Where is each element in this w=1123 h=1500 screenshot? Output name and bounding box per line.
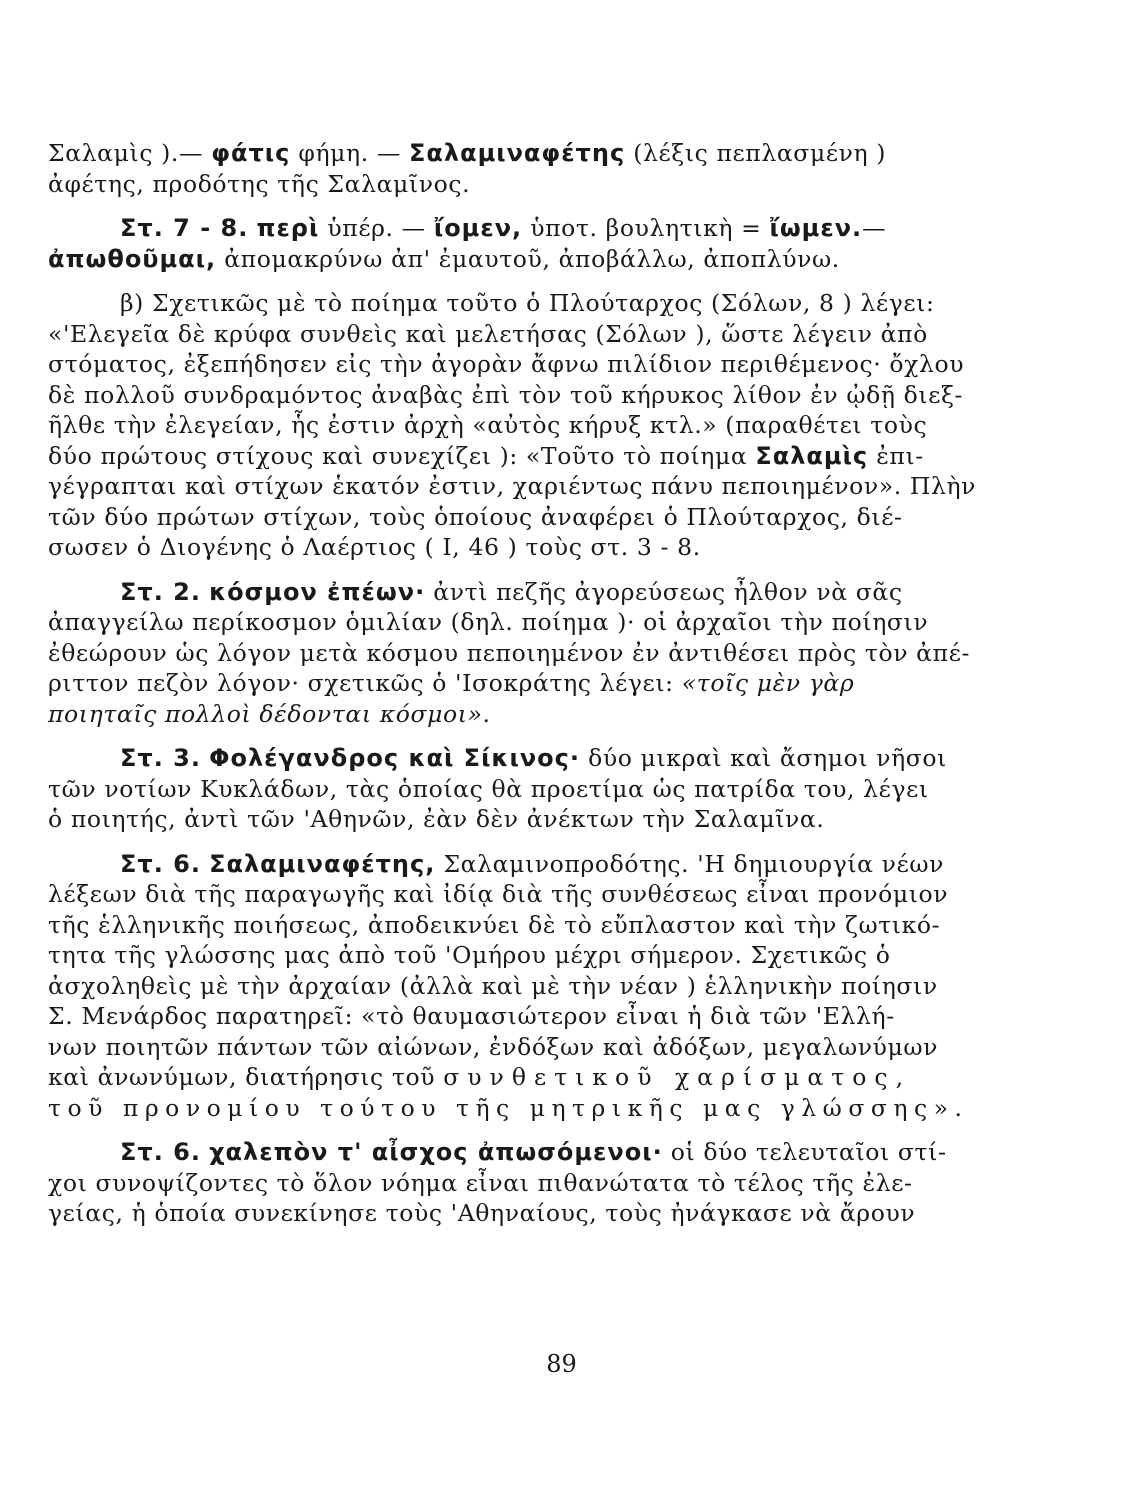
text-line: τοῦ προνομίου τούτου τῆς μητρικῆς μας γλώσσης».	[48, 1093, 969, 1122]
text-line: χοι συνοψίζοντες τὸ ὅλον νόημα εἶναι πιθανώτατα τὸ τέλος τῆς ἐλε-	[48, 1168, 913, 1197]
text-line: δὲ πολλοῦ συνδραμόντος ἀναβὰς ἐπὶ τὸν τοῦ κήρυκος λίθον ἐν ᾠδῇ διεξ-	[48, 380, 964, 409]
text-line: Σαλαμὶς ).— φάτις φήμη. — Σαλαμιναφέτης (λέξις πεπλασμένη )	[48, 139, 887, 167]
text-line: ἐθεώρουν ὡς λόγον μετὰ κόσμου πεποιημένον ἐν ἀντιθέσει πρὸς τὸν ἀπέ-	[48, 638, 971, 667]
page-text	[48, 138, 988, 1229]
paragraph-heading: Στ. 6. Σαλαμιναφέτης, Σαλαμινοπροδότης. 'Η δημιουργία νέων	[120, 849, 944, 878]
text-line: τῶν δύο πρώτων στίχων, τοὺς ὁποίους ἀναφέρει ὁ Πλούταρχος, διέ-	[48, 502, 903, 531]
text-line: ἀφέτης, προδότης τῆς Σαλαμῖνος.	[48, 169, 471, 198]
text-line: στόματος, ἐξεπήδησεν εἰς τὴν ἀγορὰν ἄφνω πιλίδιον περιθέμενος· ὄχλου	[48, 350, 965, 378]
text-line: καὶ ἀνωνύμων, διατήρησις τοῦ συνθετικοῦ χαρίσματος,	[48, 1063, 912, 1091]
text-line: ῆλθε τὴν ἐλεγείαν, ἧς ἐστιν ἀρχὴ «αὐτὸς κήρυξ κτλ.» (παραθέτει τοὺς	[48, 411, 928, 439]
text-line: γείας, ἡ ὁποία συνεκίνησε τοὺς 'Αθηναίους, τοὺς ἠνάγκασε νὰ ἄρουν	[48, 1199, 916, 1227]
text-line: Σ. Μενάρδος παρατηρεῖ: «τὸ θαυμασιώτερον εἶναι ἡ διὰ τῶν 'Ελλή-	[48, 1002, 895, 1030]
text-line: ἀπαγγείλω περίκοσμον ὁμιλίαν (δηλ. ποίημα )· οἱ ἀρχαῖοι τὴν ποίησιν	[48, 608, 929, 636]
text-line: γέγραπται καὶ στίχων ἑκατόν ἐστιν, χαριέντως πάνυ πεποιημένον». Πλὴν	[48, 472, 977, 500]
paragraph-heading: Στ. 3. Φολέγανδρος καὶ Σίκινος· δύο μικραὶ καὶ ἄσημοι νῆσοι	[120, 744, 947, 772]
paragraph-heading: Στ. 6. χαλεπὸν τ' αἶσχος ἀπωσόμενοι· οἱ δύο τελευταῖοι στί-	[120, 1138, 947, 1166]
text-line: δύο πρώτους στίχους καὶ συνεχίζει ): «Τοῦτο τὸ ποίημα Σαλαμὶς ἐπι-	[48, 441, 924, 470]
text-line: «'Ελεγεῖα δὲ κρύφα συνθεὶς καὶ μελετήσας (Σόλων ), ὥστε λέγειν ἀπὸ	[48, 319, 928, 348]
text-line: σωσεν ὁ Διογένης ὁ Λαέρτιος ( Ι, 46 ) τοὺς στ. 3 - 8.	[48, 533, 701, 561]
text-line: ριττον πεζὸν λόγον· σχετικῶς ὁ 'Ισοκράτης λέγει: «τοῖς μὲν γὰρ	[48, 669, 855, 697]
text-line: τῆς ἑλληνικῆς ποιήσεως, ἀποδεικνύει δὲ τὸ εὔπλαστον καὶ τὴν ζωτικό-	[48, 910, 941, 939]
text-line: λέξεων διὰ τῆς παραγωγῆς καὶ ἰδίᾳ διὰ τῆς συνθέσεως εἶναι προνόμιον	[48, 880, 949, 908]
paragraph-heading: Στ. 7 - 8. περὶ ὑπέρ. — ἴομεν, ὑποτ. βουλητικὴ = ἴωμεν.—	[120, 214, 887, 242]
page-number: 89	[546, 1350, 577, 1378]
text-line: νων ποιητῶν πάντων τῶν αἰώνων, ἐνδόξων καὶ ἀδόξων, μεγαλωνύμων	[48, 1032, 939, 1061]
text-line: τητα τῆς γλώσσης μας ἀπὸ τοῦ 'Ομήρου μέχρι σήμερον. Σχετικῶς ὁ	[48, 941, 891, 969]
text-line: ποιηταῖς πολλοὶ δέδονται κόσμοι».	[48, 699, 491, 728]
text-line: ὁ ποιητής, ἀντὶ τῶν 'Αθηνῶν, ἐὰν δὲν ἀνέκτων τὴν Σαλαμῖνα.	[48, 805, 825, 833]
paragraph-start: β) Σχετικῶς μὲ τὸ ποίημα τοῦτο ὁ Πλούταρχος (Σόλων, 8 ) λέγει:	[120, 289, 935, 317]
text-line: τῶν νοτίων Κυκλάδων, τὰς ὁποίας θὰ προετίμα ὡς πατρίδα του, λέγει	[48, 774, 929, 803]
paragraph-heading: Στ. 2. κόσμον ἐπέων· ἀντὶ πεζῆς ἀγορεύσεως ἦλθον νὰ σᾶς	[120, 577, 903, 606]
text-line: ἀπωθοῦμαι, ἀπομακρύνω ἀπ' ἐμαυτοῦ, ἀποβάλλω, ἀποπλύνω.	[48, 244, 840, 273]
text-line: ἀσχοληθεὶς μὲ τὴν ἀρχαίαν (ἀλλὰ καὶ μὲ τὴν νέαν ) ἑλληνικὴν ποίησιν	[48, 971, 938, 1000]
